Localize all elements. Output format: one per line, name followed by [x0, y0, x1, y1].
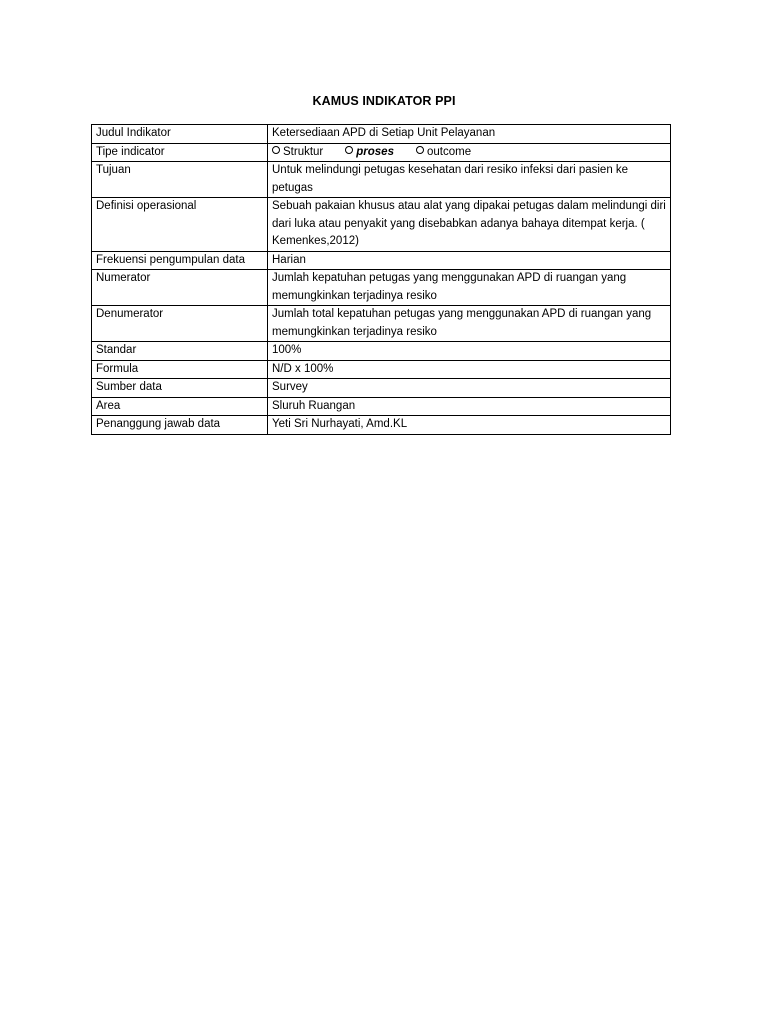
- type-option-proses: proses: [345, 144, 394, 162]
- row-label-numerator: Numerator: [92, 270, 268, 306]
- row-label-definisi: Definisi operasional: [92, 198, 268, 252]
- table-row: [92, 342, 671, 361]
- row-value-area: Sluruh Ruangan: [268, 397, 671, 416]
- row-label-judul: Judul Indikator: [92, 125, 268, 144]
- row-value-frekuensi: Harian: [268, 251, 671, 270]
- radio-circle-icon: [272, 146, 280, 154]
- table-row: [92, 306, 671, 342]
- radio-circle-icon: [416, 146, 424, 154]
- row-value-sumber: Survey: [268, 379, 671, 398]
- row-value-tujuan: Untuk melindungi petugas kesehatan dari resiko infeksi dari pasien ke petugas: [268, 162, 671, 198]
- type-option-outcome: outcome: [416, 144, 471, 162]
- indicator-table: [91, 124, 671, 435]
- table-row: [92, 162, 671, 198]
- table-row: [92, 416, 671, 435]
- document-title: KAMUS INDIKATOR PPI: [312, 94, 456, 108]
- table-row: [92, 397, 671, 416]
- row-value-tipe: [268, 143, 671, 162]
- row-value-denumerator: Jumlah total kepatuhan petugas yang menggunakan APD di ruangan yang memungkinkan terjadinya resiko: [268, 306, 671, 342]
- row-label-standar: Standar: [92, 342, 268, 361]
- row-label-denumerator: Denumerator: [92, 306, 268, 342]
- radio-circle-icon: [345, 146, 353, 154]
- table-row: [92, 198, 671, 252]
- row-label-tujuan: Tujuan: [92, 162, 268, 198]
- row-label-penanggung: Penanggung jawab data: [92, 416, 268, 435]
- table-row: [92, 143, 671, 162]
- row-label-area: Area: [92, 397, 268, 416]
- row-label-tipe: Tipe indicator: [92, 143, 268, 162]
- row-value-formula: N/D x 100%: [268, 360, 671, 379]
- row-label-sumber: Sumber data: [92, 379, 268, 398]
- row-value-penanggung: Yeti Sri Nurhayati, Amd.KL: [268, 416, 671, 435]
- table-row: [92, 379, 671, 398]
- row-label-frekuensi: Frekuensi pengumpulan data: [92, 251, 268, 270]
- table-row: [92, 360, 671, 379]
- row-value-definisi: Sebuah pakaian khusus atau alat yang dipakai petugas dalam melindungi diri dari luka atau penyakit yang disebabkan adanya bahaya ditempat kerja. ( Kemenkes,2012): [268, 198, 671, 252]
- row-label-formula: Formula: [92, 360, 268, 379]
- table-row: [92, 251, 671, 270]
- row-value-numerator: Jumlah kepatuhan petugas yang menggunakan APD di ruangan yang memungkinkan terjadinya resiko: [268, 270, 671, 306]
- type-option-struktur: Struktur: [272, 144, 323, 162]
- row-value-judul: Ketersediaan APD di Setiap Unit Pelayanan: [268, 125, 671, 144]
- table-row: [92, 270, 671, 306]
- row-value-standar: 100%: [268, 342, 671, 361]
- table-row: [92, 125, 671, 144]
